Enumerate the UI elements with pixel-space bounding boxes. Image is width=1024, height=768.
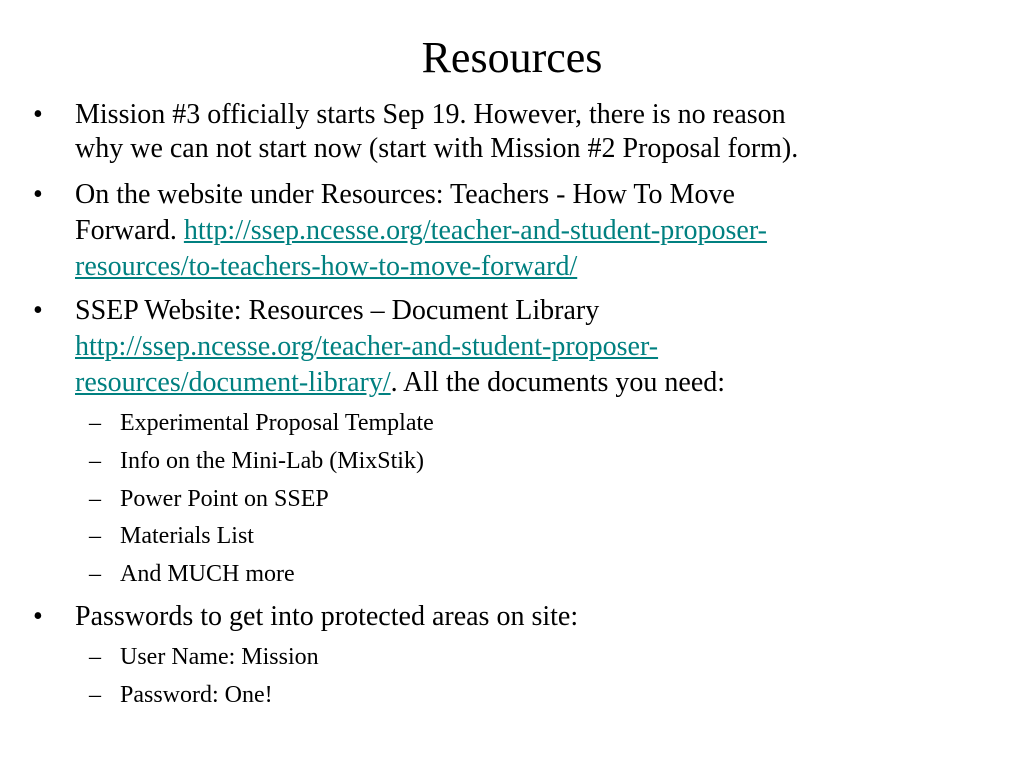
bullet-text-line [75, 328, 658, 366]
sub-item-text: Experimental Proposal Template [120, 410, 434, 436]
link-text: resources/document-library/ [75, 367, 391, 398]
bullet-text-line: Mission #3 officially starts Sep 19. However, there is no reason [75, 99, 786, 130]
bullet-text-line [75, 212, 767, 250]
slide-title: Resources [421, 33, 603, 82]
dash-icon: – [89, 448, 101, 474]
bullet-text-suffix: . All the documents you need: [390, 367, 726, 398]
bullet-icon: • [33, 99, 43, 130]
dash-icon: – [89, 561, 101, 587]
link-text: http://ssep.ncesse.org/teacher-and-student-proposer- [183, 215, 767, 246]
bullet-text-prefix: Forward. [75, 215, 184, 246]
document-library-link[interactable] [75, 331, 658, 362]
sub-item-text: Password: One! [120, 682, 273, 708]
bullet-icon: • [33, 179, 43, 210]
link-text: http://ssep.ncesse.org/teacher-and-student-proposer- [75, 331, 659, 362]
document-library-link[interactable] [75, 367, 391, 398]
link-text: resources/to-teachers-how-to-move-forward/ [75, 251, 578, 282]
sub-item-text: Materials List [120, 523, 254, 549]
sub-item-text: User Name: Mission [120, 644, 319, 670]
bullet-icon: • [33, 295, 43, 326]
bullet-text-line: On the website under Resources: Teachers - How To Move [75, 179, 735, 210]
bullet-text-line: why we can not start now (start with Mission #2 Proposal form). [75, 133, 799, 164]
bullet-icon: • [33, 601, 43, 632]
bullet-text-line [75, 248, 577, 286]
bullet-text-line: Passwords to get into protected areas on site: [75, 601, 579, 632]
dash-icon: – [89, 486, 101, 512]
bullet-text-line [75, 364, 725, 402]
dash-icon: – [89, 682, 101, 708]
how-to-move-forward-link[interactable] [184, 215, 767, 246]
sub-item-text: Info on the Mini-Lab (MixStik) [120, 448, 424, 474]
dash-icon: – [89, 410, 101, 436]
dash-icon: – [89, 644, 101, 670]
bullet-text-line: SSEP Website: Resources – Document Library [75, 295, 600, 326]
sub-item-text: Power Point on SSEP [120, 486, 329, 512]
sub-item-text: And MUCH more [120, 561, 295, 587]
how-to-move-forward-link[interactable] [75, 251, 577, 282]
dash-icon: – [89, 523, 101, 549]
